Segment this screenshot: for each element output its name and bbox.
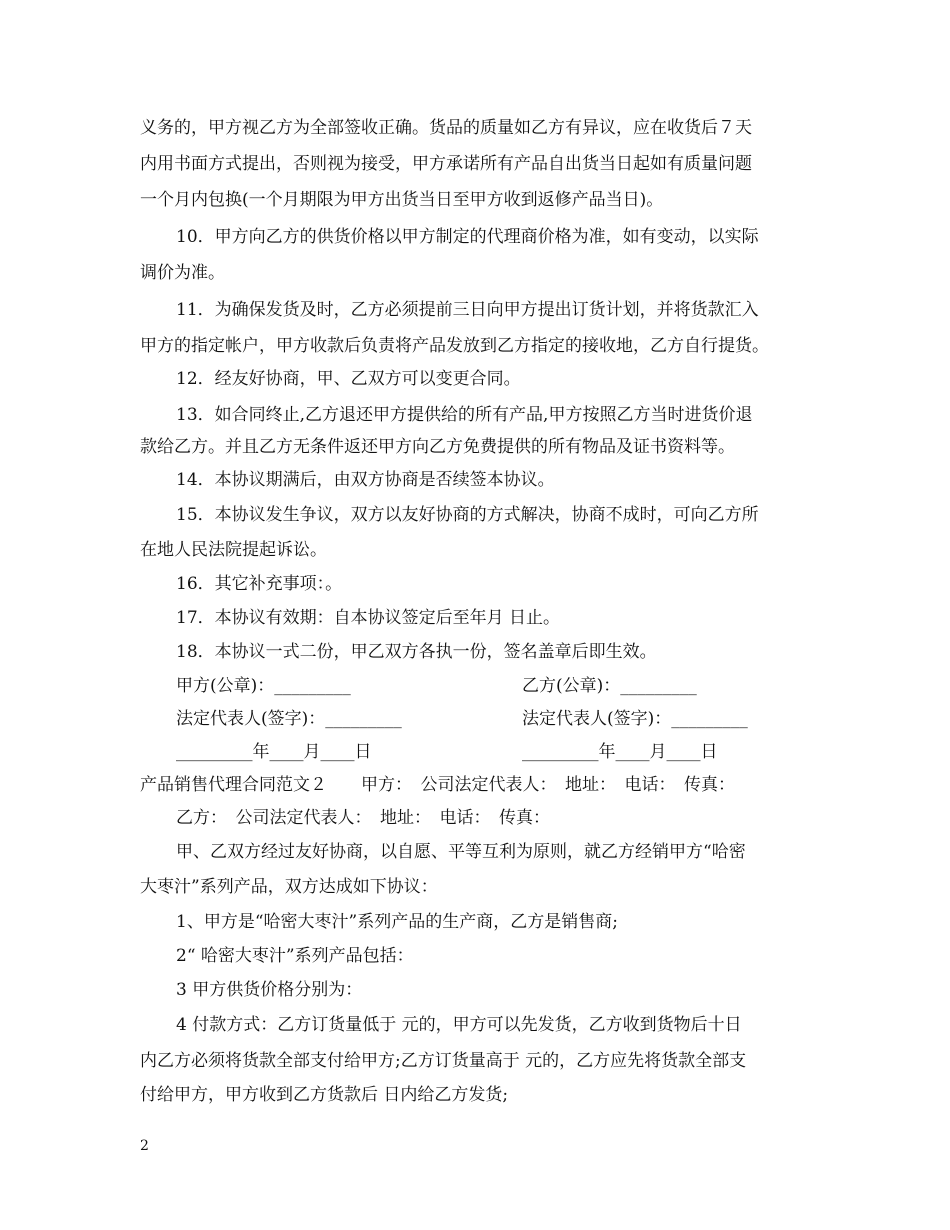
clause-18: 18．本协议一式二份，甲乙双方各执一份，签名盖章后即生效。 (176, 642, 657, 662)
party-b-info: 乙方： 公司法定代表人： 地址： 电话： 传真： (176, 808, 550, 828)
text-line: 付给甲方，甲方收到乙方货款后 日内给乙方发货; (140, 1085, 509, 1105)
clause-13: 13．如合同终止,乙方退还甲方提供给的所有产品,甲方按照乙方当时进货价退 (176, 405, 753, 425)
text-line: 甲、乙双方经过友好协商，以自愿、平等互利为原则，就乙方经销甲方“哈密 (176, 842, 746, 862)
clause-14: 14．本协议期满后，由双方协商是否续签本协议。 (176, 470, 555, 490)
text-line: 内用书面方式提出，否则视为接受，甲方承诺所有产品自出货当日起如有质量问题 (140, 154, 752, 174)
party-b-representative: 法定代表人(签字)：_________ (522, 709, 748, 729)
clause-11: 11．为确保发货及时，乙方必须提前三日向甲方提出订货计划，并将货款汇入 (176, 300, 759, 320)
section-title: 产品销售代理合同范文２ 甲方： 公司法定代表人： 地址： 电话： 传真： (140, 775, 735, 795)
text-line: 内乙方必须将货款全部支付给甲方;乙方订货量高于 元的，乙方应先将货款全部支 (140, 1051, 747, 1071)
party-b-seal: 乙方(公章)：_________ (522, 676, 697, 696)
page-number: 2 (140, 1138, 149, 1154)
clause-12: 12．经友好协商，甲、乙双方可以变更合同。 (176, 369, 521, 389)
clause-10: 10．甲方向乙方的供货价格以甲方制定的代理商价格为准，如有变动，以实际 (176, 227, 759, 247)
clause-17: 17．本协议有效期：自本协议签定后至年月 日止。 (176, 608, 561, 628)
text-line: 款给乙方。并且乙方无条件返还甲方向乙方免费提供的所有物品及证书资料等。 (140, 437, 735, 457)
text-line: 大枣汁”系列产品，双方达成如下协议： (140, 877, 438, 897)
party-a-representative: 法定代表人(签字)：_________ (176, 709, 402, 729)
party-a-date: _________年____月____日 (176, 742, 372, 762)
clause-15: 15．本协议发生争议，双方以友好协商的方式解决，协商不成时，可向乙方所 (176, 505, 759, 525)
clause-16: 16．其它补充事项：。 (176, 574, 343, 594)
item-4: 4 付款方式：乙方订货量低于 元的，甲方可以先发货，乙方收到货物后十日 (176, 1015, 742, 1035)
text-line: 在地人民法院提起诉讼。 (140, 540, 327, 560)
item-2: 2“ 哈密大枣汁”系列产品包括： (176, 946, 414, 966)
item-1: 1、甲方是“哈密大枣汁”系列产品的生产商，乙方是销售商; (176, 912, 618, 932)
text-line: 一个月内包换(一个月期限为甲方出货当日至甲方收到返修产品当日)。 (140, 190, 664, 210)
text-line: 义务的，甲方视乙方为全部签收正确。货品的质量如乙方有异议，应在收货后７天 (140, 118, 752, 138)
item-3: 3 甲方供货价格分别为： (176, 980, 363, 1000)
text-line: 甲方的指定帐户，甲方收款后负责将产品发放到乙方指定的接收地，乙方自行提货。 (140, 336, 769, 356)
party-a-seal: 甲方(公章)：_________ (176, 676, 351, 696)
party-b-date: _________年____月____日 (522, 742, 718, 762)
text-line: 调价为准。 (140, 263, 225, 283)
